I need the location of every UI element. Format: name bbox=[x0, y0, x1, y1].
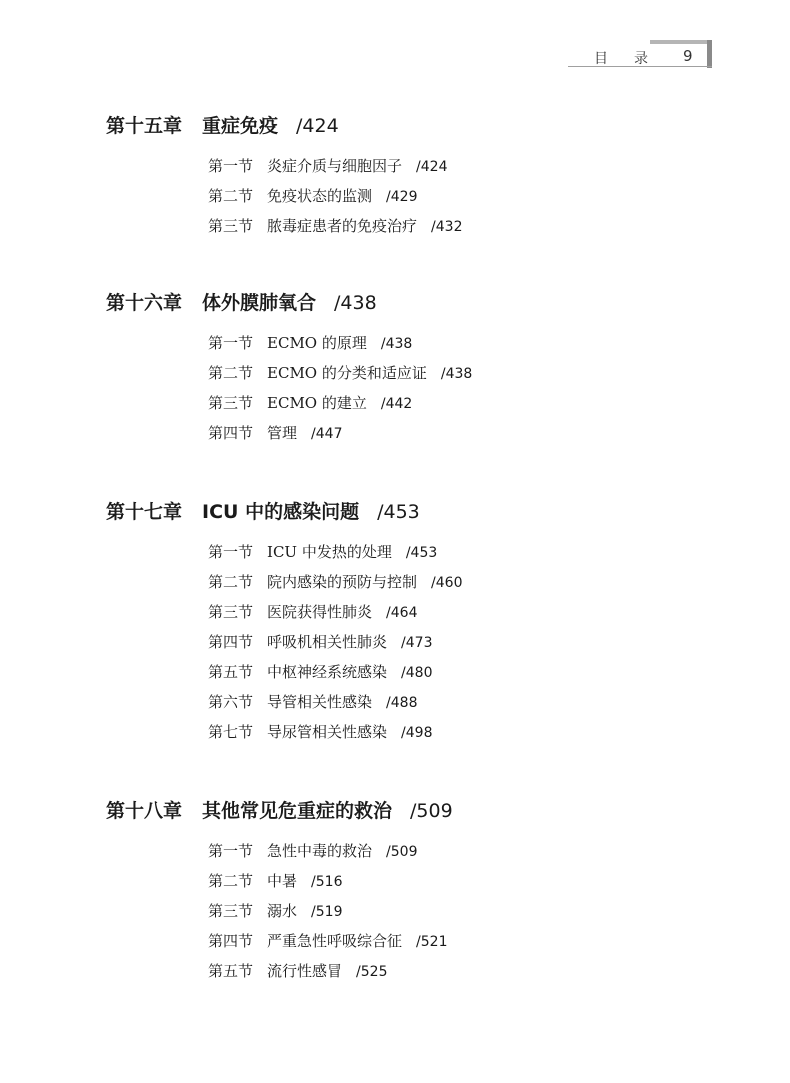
section-page: /424 bbox=[416, 159, 448, 175]
section-title: ECMO 的建立 bbox=[267, 394, 367, 412]
chapter-heading[interactable] bbox=[106, 798, 453, 824]
section-entry[interactable] bbox=[208, 866, 453, 896]
section-entry[interactable] bbox=[208, 358, 472, 388]
section-page: /429 bbox=[386, 189, 418, 205]
section-number: 第一节 bbox=[208, 543, 254, 561]
section-list bbox=[208, 328, 472, 448]
section-number: 第二节 bbox=[208, 364, 254, 382]
section-entry[interactable] bbox=[208, 211, 462, 241]
section-entry[interactable] bbox=[208, 926, 453, 956]
chapter-heading[interactable] bbox=[106, 290, 472, 316]
section-entry[interactable] bbox=[208, 717, 462, 747]
chapter-16 bbox=[106, 290, 472, 448]
section-entry[interactable] bbox=[208, 657, 462, 687]
chapter-18 bbox=[106, 798, 453, 986]
section-title: 呼吸机相关性肺炎 bbox=[267, 633, 388, 651]
header-title: 目录 bbox=[594, 51, 674, 67]
section-number: 第五节 bbox=[208, 962, 254, 980]
section-list bbox=[208, 151, 462, 241]
section-title: 管理 bbox=[267, 424, 298, 442]
chapter-title: 其他常见危重症的救治 bbox=[202, 800, 393, 822]
section-entry[interactable] bbox=[208, 151, 462, 181]
section-page: /516 bbox=[311, 874, 343, 890]
section-entry[interactable] bbox=[208, 537, 462, 567]
chapter-15 bbox=[106, 113, 462, 241]
section-page: /473 bbox=[401, 635, 433, 651]
section-number: 第四节 bbox=[208, 932, 254, 950]
section-entry[interactable] bbox=[208, 627, 462, 657]
section-title: 导管相关性感染 bbox=[267, 693, 373, 711]
section-number: 第一节 bbox=[208, 334, 254, 352]
section-title: ECMO 的原理 bbox=[267, 334, 367, 352]
section-entry[interactable] bbox=[208, 597, 462, 627]
section-title: 炎症介质与细胞因子 bbox=[267, 157, 403, 175]
chapter-heading[interactable] bbox=[106, 113, 462, 139]
section-number: 第三节 bbox=[208, 603, 254, 621]
chapter-page: /424 bbox=[296, 115, 339, 137]
section-number: 第五节 bbox=[208, 663, 254, 681]
section-number: 第二节 bbox=[208, 187, 254, 205]
section-title: 严重急性呼吸综合征 bbox=[267, 932, 403, 950]
section-page: /453 bbox=[405, 545, 438, 561]
section-page: /509 bbox=[386, 844, 418, 860]
section-entry[interactable] bbox=[208, 418, 472, 448]
section-number: 第二节 bbox=[208, 573, 254, 591]
section-page: /525 bbox=[356, 964, 388, 980]
section-entry[interactable] bbox=[208, 567, 462, 597]
section-title: 流行性感冒 bbox=[267, 962, 343, 980]
section-list bbox=[208, 836, 453, 986]
section-page: /519 bbox=[311, 904, 343, 920]
chapter-number: 第十五章 bbox=[106, 115, 183, 137]
section-number: 第三节 bbox=[208, 394, 254, 412]
chapter-page: /509 bbox=[410, 800, 453, 822]
section-page: /442 bbox=[380, 396, 413, 412]
section-number: 第三节 bbox=[208, 902, 254, 920]
section-title: 溺水 bbox=[267, 902, 298, 920]
section-title: 急性中毒的救治 bbox=[267, 842, 373, 860]
section-number: 第二节 bbox=[208, 872, 254, 890]
chapter-17 bbox=[106, 499, 462, 747]
section-page: /498 bbox=[401, 725, 433, 741]
section-number: 第三节 bbox=[208, 217, 254, 235]
section-number: 第四节 bbox=[208, 633, 254, 651]
chapter-number: 第十六章 bbox=[106, 292, 183, 314]
section-number: 第七节 bbox=[208, 723, 254, 741]
header-corner-bar bbox=[707, 40, 712, 68]
section-page: /464 bbox=[386, 605, 418, 621]
section-page: /447 bbox=[311, 426, 343, 442]
section-list bbox=[208, 537, 462, 747]
section-entry[interactable] bbox=[208, 181, 462, 211]
section-page: /521 bbox=[416, 934, 448, 950]
section-title: ECMO 的分类和适应证 bbox=[267, 364, 427, 382]
section-page: /488 bbox=[386, 695, 418, 711]
section-number: 第一节 bbox=[208, 842, 254, 860]
section-title: 导尿管相关性感染 bbox=[267, 723, 388, 741]
section-title: 免疫状态的监测 bbox=[267, 187, 373, 205]
chapter-title: 重症免疫 bbox=[202, 115, 279, 137]
chapter-number: 第十七章 bbox=[106, 501, 183, 523]
section-page: /432 bbox=[431, 219, 463, 235]
header-rule-top bbox=[650, 40, 712, 44]
section-number: 第一节 bbox=[208, 157, 254, 175]
section-page: /480 bbox=[401, 665, 433, 681]
section-title: 院内感染的预防与控制 bbox=[267, 573, 418, 591]
section-entry[interactable] bbox=[208, 388, 472, 418]
section-entry[interactable] bbox=[208, 328, 472, 358]
section-title: 中枢神经系统感染 bbox=[267, 663, 388, 681]
section-entry[interactable] bbox=[208, 896, 453, 926]
section-title: 中暑 bbox=[267, 872, 298, 890]
page-number: 9 bbox=[683, 47, 693, 65]
section-title: 医院获得性肺炎 bbox=[267, 603, 373, 621]
running-header bbox=[568, 40, 712, 68]
section-entry[interactable] bbox=[208, 836, 453, 866]
section-number: 第四节 bbox=[208, 424, 254, 442]
chapter-title: 体外膜肺氧合 bbox=[202, 292, 317, 314]
section-page: /438 bbox=[380, 336, 413, 352]
chapter-page: /453 bbox=[377, 501, 420, 523]
chapter-page: /438 bbox=[334, 292, 377, 314]
section-page: /438 bbox=[440, 366, 473, 382]
section-entry[interactable] bbox=[208, 687, 462, 717]
section-page: /460 bbox=[431, 575, 463, 591]
section-title: ICU 中发热的处理 bbox=[267, 543, 392, 561]
chapter-number: 第十八章 bbox=[106, 800, 183, 822]
section-number: 第六节 bbox=[208, 693, 254, 711]
section-title: 脓毒症患者的免疫治疗 bbox=[267, 217, 418, 235]
chapter-heading[interactable] bbox=[106, 499, 462, 525]
section-entry[interactable] bbox=[208, 956, 453, 986]
chapter-title: ICU 中的感染问题 bbox=[202, 501, 360, 523]
